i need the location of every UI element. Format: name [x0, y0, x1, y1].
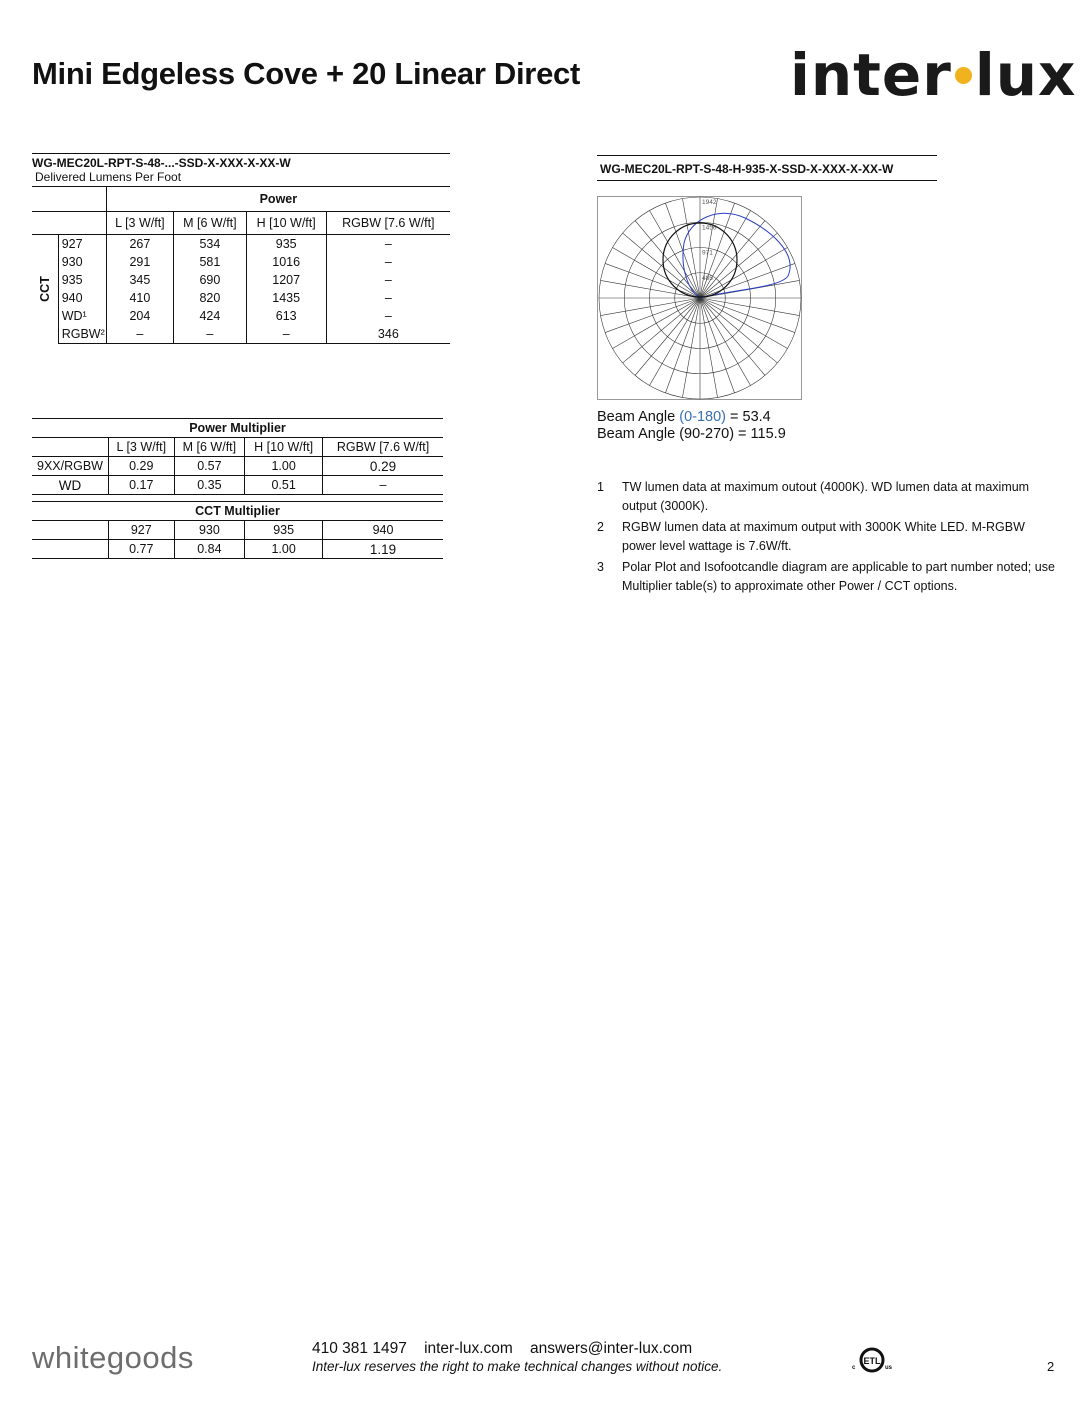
table-cell: 534: [174, 235, 247, 254]
column-header: RGBW [7.6 W/ft]: [323, 438, 443, 457]
column-header: M [6 W/ft]: [174, 438, 245, 457]
table-cell: 204: [106, 307, 173, 325]
table-cell: 820: [174, 289, 247, 307]
inter-lux-logo: [790, 40, 1076, 110]
table-cell: 267: [106, 235, 173, 254]
whitegoods-brand: whitegoods: [32, 1340, 194, 1375]
table-cell: –: [384, 291, 392, 305]
column-header: L [3 W/ft]: [109, 438, 175, 457]
table-cell: 1016: [246, 253, 326, 271]
ring-label: 1942: [702, 199, 717, 206]
contact-info: [312, 1340, 692, 1358]
logo-text-left: inter: [790, 41, 952, 109]
lumens-table-code: WG-MEC20L-RPT-S-48-...-SSD-X-XXX-X-XX-W: [32, 156, 291, 170]
svg-text:us: us: [885, 1365, 893, 1371]
table-cell: 1.00: [245, 457, 323, 476]
column-header: 930: [174, 521, 245, 540]
table-cell: 0.77: [109, 540, 175, 559]
lumens-table-subtitle: Delivered Lumens Per Foot: [35, 170, 182, 184]
table-cell: 1207: [246, 271, 326, 289]
table-cell: 690: [174, 271, 247, 289]
polar-part-code: WG-MEC20L-RPT-S-48-H-935-X-SSD-X-XXX-X-XX-W: [597, 155, 937, 181]
page-title: Mini Edgeless Cove + 20 Linear Direct: [32, 56, 580, 91]
footnote: 1 TW lumen data at maximum outout (4000K). WD lumen data at maximum output (3000K).: [597, 480, 1030, 513]
table-cell: 410: [106, 289, 173, 307]
ring-label: 485: [702, 274, 713, 282]
ring-label: 971: [702, 249, 713, 257]
row-label: RGBW²: [58, 325, 106, 344]
phone-number: 410 381 1497: [312, 1340, 407, 1357]
footnotes: [597, 478, 1057, 598]
table-cell: –: [384, 273, 392, 287]
beam-angle-range-link: (0-180): [679, 409, 726, 425]
table-cell: 0.29: [323, 457, 443, 476]
table-cell: –: [384, 309, 392, 323]
table-cell: 424: [174, 307, 247, 325]
column-header: 940: [323, 521, 443, 540]
table-cell: 1.19: [323, 540, 443, 559]
row-label: 930: [58, 253, 106, 271]
table-cell: –: [106, 325, 173, 344]
table-cell: 345: [106, 271, 173, 289]
row-label: 927: [58, 235, 106, 254]
table-cell: 0.35: [174, 476, 245, 495]
column-header: L [3 W/ft]: [106, 212, 173, 235]
power-group-header: Power: [106, 187, 450, 212]
table-cell: 1.00: [245, 540, 323, 559]
beam-angle-line-1: Beam Angle (0-180) = 53.4: [597, 409, 771, 425]
footnote: 2 RGBW lumen data at maximum output with 3000K White LED. M-RGBW power level wattage is 7.6W/ft.: [597, 520, 1025, 553]
column-header: H [10 W/ft]: [245, 438, 323, 457]
table-cell: 0.29: [109, 457, 175, 476]
beam-angle-info: [597, 409, 786, 443]
table-cell: 613: [246, 307, 326, 325]
table-cell: 1435: [246, 289, 326, 307]
table-cell: –: [384, 255, 392, 269]
table-cell: 0.51: [245, 476, 323, 495]
website-link[interactable]: inter-lux.com: [424, 1340, 513, 1357]
cct-multiplier-header: CCT Multiplier: [32, 502, 443, 521]
table-cell: 0.84: [174, 540, 245, 559]
row-label: WD: [32, 476, 109, 495]
row-label: 9XX/RGBW: [32, 457, 109, 476]
lumens-table-header: [32, 153, 450, 187]
table-cell: –: [384, 237, 392, 251]
email-link[interactable]: answers@inter-lux.com: [530, 1340, 693, 1357]
svg-text:ETL: ETL: [863, 1356, 881, 1366]
table-cell: 581: [174, 253, 247, 271]
table-cell: –: [246, 325, 326, 344]
disclaimer: Inter-lux reserves the right to make technical changes without notice.: [312, 1359, 723, 1374]
svg-text:c: c: [852, 1365, 856, 1371]
table-cell: 0.17: [109, 476, 175, 495]
row-label: 940: [58, 289, 106, 307]
page-number: 2: [1047, 1359, 1055, 1374]
table-cell: –: [323, 476, 443, 495]
column-header: 935: [245, 521, 323, 540]
lumens-table-section: [32, 153, 450, 344]
footnote: 3 Polar Plot and Isofootcandle diagram are applicable to part number noted; use Multiplier table(s) to approximate other Power / CCT options.: [597, 560, 1055, 593]
lumens-table: [32, 187, 450, 344]
power-multiplier-header: Power Multiplier: [32, 419, 443, 438]
table-cell: –: [174, 325, 247, 344]
row-label: WD¹: [58, 307, 106, 325]
logo-dot-icon: [955, 67, 972, 84]
column-header: RGBW [7.6 W/ft]: [326, 212, 450, 235]
multiplier-table-section: [32, 418, 443, 559]
column-header: M [6 W/ft]: [174, 212, 247, 235]
table-cell: 0.57: [174, 457, 245, 476]
table-cell: 346: [326, 325, 450, 344]
table-cell: 291: [106, 253, 173, 271]
cct-row-group-label: CCT: [32, 235, 58, 344]
ring-label: 1456: [702, 224, 717, 232]
polar-plot: [597, 196, 803, 400]
etl-listed-mark-icon: [849, 1343, 895, 1379]
column-header: 927: [109, 521, 175, 540]
table-cell: 935: [246, 235, 326, 254]
logo-text-right: lux: [974, 41, 1077, 109]
multiplier-table: [32, 418, 443, 559]
column-header: H [10 W/ft]: [246, 212, 326, 235]
row-label: 935: [58, 271, 106, 289]
beam-angle-line-2: Beam Angle (90-270) = 115.9: [597, 426, 786, 442]
